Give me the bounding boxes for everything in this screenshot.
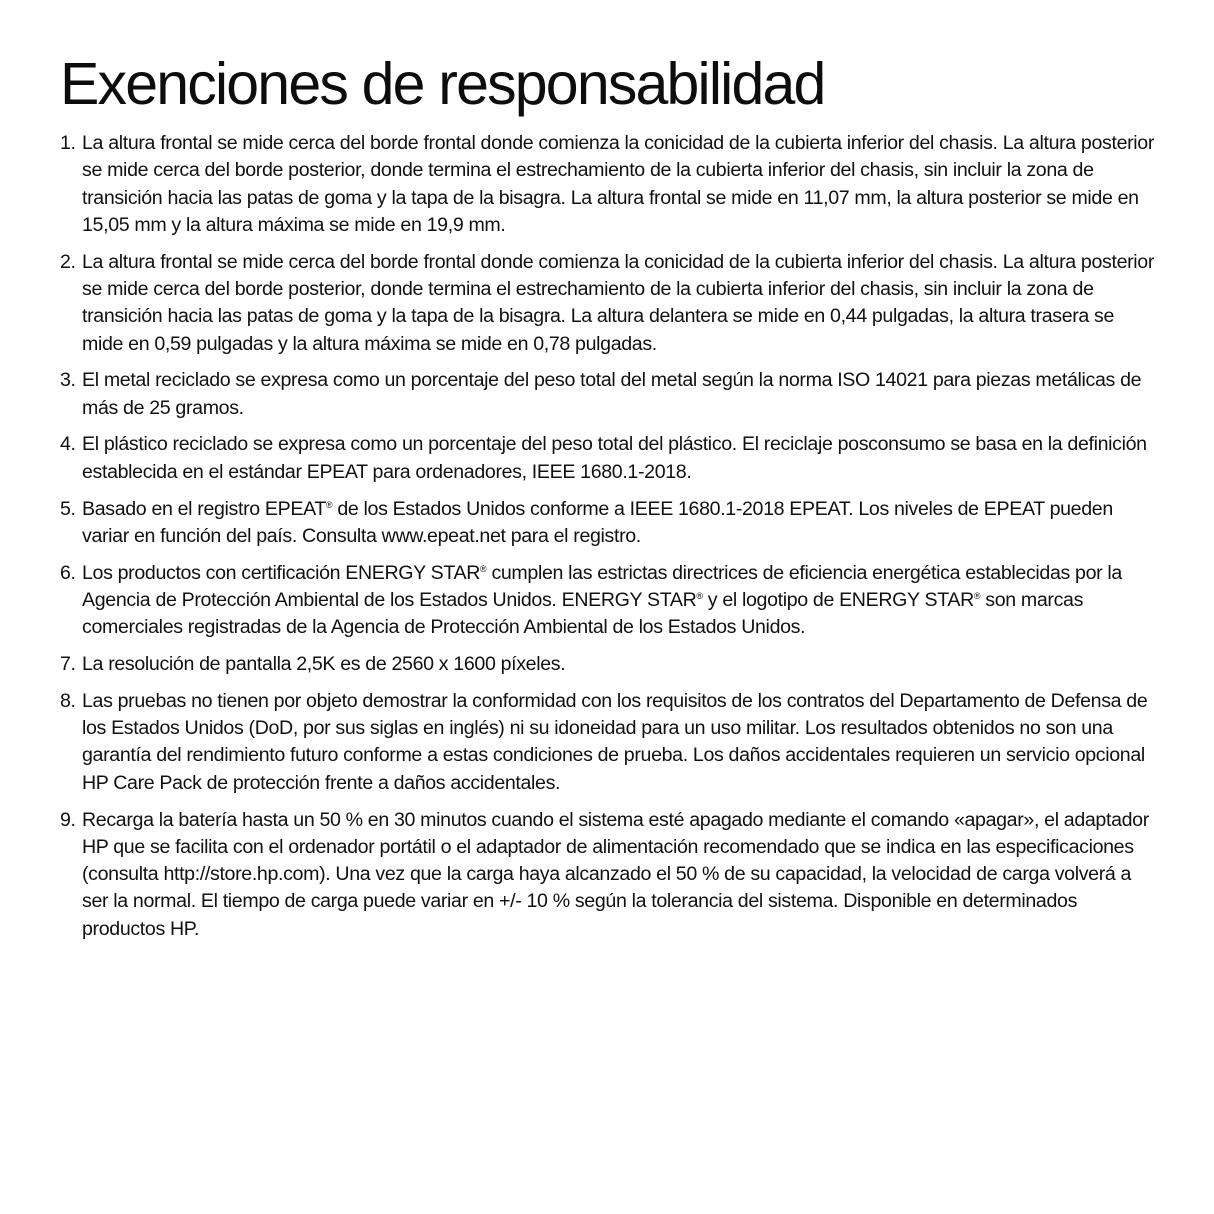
item-text: Las pruebas no tienen por objeto demostrar la conformidad con los requisitos de los contratos del Departamento de Defensa de los Estados Unidos (DoD, por sus siglas en inglés) ni su idoneidad para un uso militar. Los resultados obtenidos no son una garantía del rendimiento futuro conforme a estas condiciones de prueba. Los daños accidentales requieren un servicio opcional HP Care Pack de protección frente a daños accidentales.	[82, 689, 1148, 794]
item-number: 4.	[60, 433, 76, 456]
page-title: Exenciones de responsabilidad	[60, 51, 825, 117]
item-number: 2.	[60, 250, 76, 273]
disclaimer-item-1	[60, 130, 1160, 239]
registered-mark: ®	[480, 563, 487, 574]
item-number: 8.	[60, 689, 76, 712]
disclaimers-page	[60, 48, 1160, 953]
disclaimer-item-4	[60, 431, 1160, 486]
item-text: El metal reciclado se expresa como un porcentaje del peso total del metal según la norma ISO 14021 para piezas metálicas de más de 25 gramos.	[82, 369, 1142, 419]
item-text: La altura frontal se mide cerca del borde frontal donde comienza la conicidad de la cubierta inferior del chasis. La altura posterior se mide cerca del borde posterior, donde termina el estrechamiento de la cubierta inferior del chasis, sin incluir la zona de transición hacia las patas de goma y la tapa de la bisagra. La altura frontal se mide en 11,07 mm, la altura posterior se mide en 15,05 mm y la altura máxima se mide en 19,9 mm.	[82, 132, 1155, 236]
item-number: 7.	[60, 653, 76, 676]
registered-mark: ®	[325, 499, 333, 510]
disclaimer-list	[60, 130, 1160, 943]
item-text-part: y el logotipo de ENERGY STAR	[702, 588, 974, 611]
item-number: 3.	[60, 369, 76, 392]
registered-mark: ®	[973, 590, 981, 601]
disclaimer-item-8	[60, 688, 1160, 797]
item-text-part: de los Estados Unidos conforme a IEEE 1680.1-2018 EPEAT. Los niveles de EPEAT pueden variar en función del país. Consulta www.epeat.net para el registro.	[82, 497, 1113, 547]
item-text: Recarga la batería hasta un 50 % en 30 minutos cuando el sistema esté apagado mediante el comando «apagar», el adaptador HP que se facilita con el ordenador portátil o el adaptador de alimentación recomendado que se indica en las especificaciones (consulta http://store.hp.com). Una vez que la carga haya alcanzado el 50 % de su capacidad, la velocidad de carga volverá a ser la normal. El tiempo de carga puede variar en +/- 10 % según la tolerancia del sistema. Disponible en determinados productos HP.	[82, 808, 1149, 940]
disclaimer-item-3	[60, 367, 1160, 422]
disclaimer-item-6	[60, 560, 1160, 642]
item-text-part: cumplen las estrictas directrices de eficiencia energética establecidas por la Agencia de Protección Ambiental de los Estados Unidos. ENERGY STAR	[82, 561, 1122, 611]
item-text: El plástico reciclado se expresa como un porcentaje del peso total del plástico. El reciclaje posconsumo se basa en la definición establecida en el estándar EPEAT para ordenadores, IEEE 1680.1-2018.	[82, 433, 1147, 483]
item-number: 9.	[60, 808, 76, 831]
disclaimer-item-7	[60, 651, 1160, 678]
disclaimer-item-9	[60, 807, 1160, 943]
item-number: 1.	[60, 132, 76, 154]
item-text: La resolución de pantalla 2,5K es de 2560 x 1600 píxeles.	[82, 653, 566, 676]
registered-mark: ®	[696, 590, 703, 601]
item-number: 5.	[60, 497, 76, 520]
item-text-part: Los productos con certificación ENERGY STAR	[82, 561, 481, 584]
item-text-part: son marcas comerciales registradas de la Agencia de Protección Ambiental de los Estados Unidos.	[82, 588, 1084, 639]
item-number: 6.	[60, 561, 76, 584]
disclaimer-item-2	[60, 249, 1160, 358]
disclaimer-item-5	[60, 496, 1160, 551]
item-text-part: Basado en el registro EPEAT	[82, 497, 326, 520]
item-text: La altura frontal se mide cerca del borde frontal donde comienza la conicidad de la cubierta inferior del chasis. La altura posterior se mide cerca del borde posterior, donde termina el estrechamiento de la cubierta inferior del chasis, sin incluir la zona de transición hacia las patas de goma y la tapa de la bisagra. La altura delantera se mide en 0,44 pulgadas, la altura trasera se mide en 0,59 pulgadas y la altura máxima se mide en 0,78 pulgadas.	[82, 250, 1155, 355]
